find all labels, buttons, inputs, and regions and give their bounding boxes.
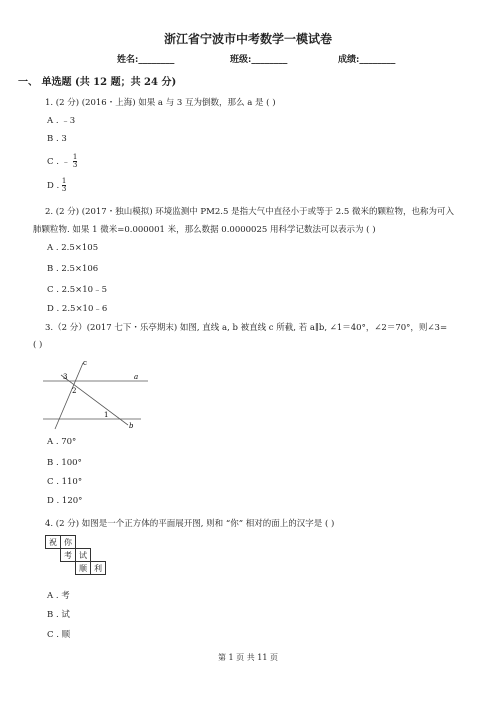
question-4-option-c: C . 顺: [47, 630, 71, 640]
name-field-label: 姓名:________: [117, 55, 175, 65]
fraction-one-third: [62, 178, 66, 193]
question-1-option-c: [47, 154, 77, 169]
question-2-stem-line1: 2. (2 分) (2017・独山模拟) 环境监测中 PM2.5 是指大气中直径小于或等于 2.5 微米的颗粒物，也称为可入: [45, 207, 454, 217]
net-cell: 考: [61, 549, 76, 562]
fraction-numerator: 1: [72, 153, 78, 161]
question-3-option-d: D . 120°: [47, 496, 83, 506]
question-4-option-a: A . 考: [47, 591, 70, 601]
fraction-one-third: [73, 154, 77, 169]
page-footer: 第 1 页 共 11 页: [218, 653, 278, 662]
label-angle-2: 2: [72, 387, 77, 395]
parallel-lines-figure: [33, 355, 163, 433]
net-cell: 试: [76, 549, 91, 562]
label-b: b: [129, 422, 134, 430]
class-field-label: 班级:________: [230, 55, 288, 65]
option-d-text: D .: [47, 181, 62, 191]
net-cell: 你: [61, 536, 76, 549]
transversal: [61, 375, 128, 425]
question-2-stem-line2: 肺颗粒物. 如果 1 微米=0.000001 米，那么数据 0.0000025 用科学记数法可以表示为 ( ): [33, 225, 376, 235]
fraction-denominator: 3: [61, 185, 67, 193]
cube-net-figure: [45, 535, 106, 575]
question-2-option-a: A . 2.5×105: [47, 243, 99, 253]
question-2-option-d: D . 2.5×10﹣6: [47, 304, 108, 314]
question-3-stem-line1: 3.（2 分）(2017 七下・乐亭期末) 如图, 直线 a, b 被直线 c 所截, 若 a∥b, ∠1＝40°，∠2＝70°，则∠3=: [45, 323, 448, 333]
question-4-stem: 4. (2 分) 如图是一个正方体的平面展开图, 则和 “你” 相对的面上的汉字是 ( ): [45, 519, 335, 529]
fraction-denominator: 3: [72, 161, 78, 169]
page-title: 浙江省宁波市中考数学一模试卷: [163, 32, 332, 46]
label-c: c: [83, 359, 87, 367]
label-angle-3: 3: [63, 373, 68, 381]
fraction-numerator: 1: [61, 177, 67, 185]
net-cell: 利: [91, 562, 106, 575]
question-2-option-b: B . 2.5×106: [47, 264, 99, 274]
question-4-option-b: B . 试: [47, 610, 70, 620]
option-c-text: C . ﹣: [47, 157, 71, 167]
question-3-option-c: C . 110°: [47, 477, 83, 487]
question-1-option-a: A . ﹣3: [47, 116, 76, 126]
net-cell: 祝: [46, 536, 61, 549]
question-1-option-d: [47, 178, 66, 193]
score-field-label: 成绩:________: [338, 55, 396, 65]
net-cell: 顺: [76, 562, 91, 575]
question-1-option-b: B . 3: [47, 134, 67, 144]
label-angle-1: 1: [104, 411, 109, 419]
question-2-option-c: C . 2.5×10﹣5: [47, 285, 107, 295]
question-1-stem: 1. (2 分) (2016・上海) 如果 a 与 3 互为倒数，那么 a 是 ( ): [45, 98, 276, 108]
section-heading: 一、 单选题 (共 12 题；共 24 分): [18, 77, 177, 88]
question-3-option-a: A . 70°: [47, 437, 77, 447]
question-3-stem-line2: ( ): [33, 340, 43, 350]
label-a: a: [134, 373, 139, 381]
question-3-option-b: B . 100°: [47, 458, 82, 468]
